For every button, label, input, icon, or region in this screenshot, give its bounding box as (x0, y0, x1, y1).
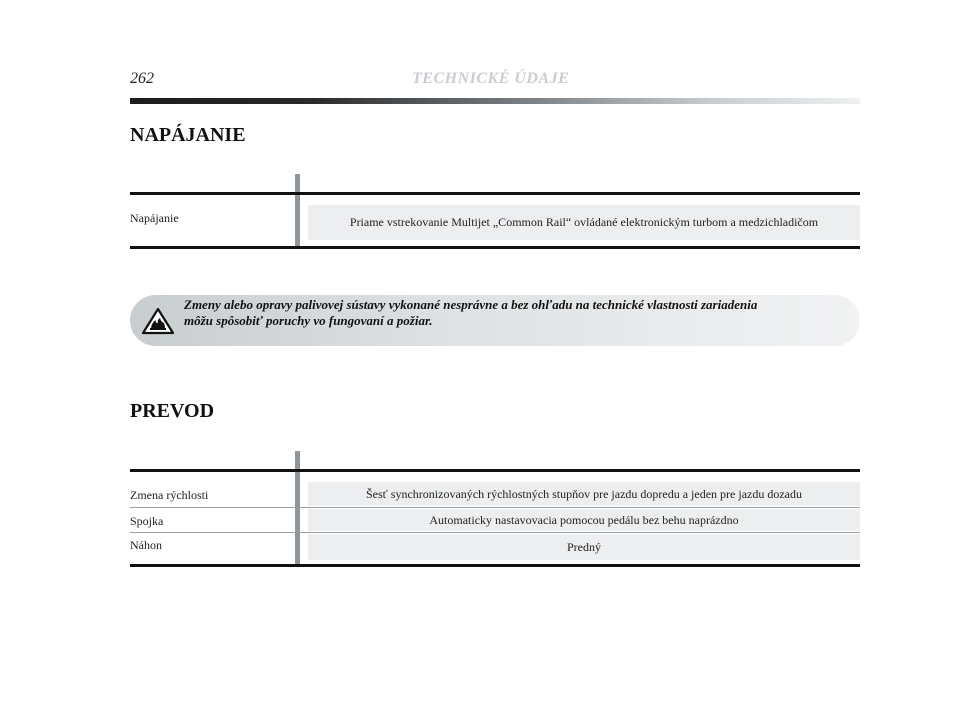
warning-line-2: môžu spôsobiť poruchy vo fungovaní a požiar. (184, 313, 433, 328)
fire-warning-icon (142, 307, 174, 335)
row-value-clutch: Automaticky nastavovacia pomocou pedálu bez behu naprázdno (308, 509, 860, 531)
header-gradient-bar (130, 98, 860, 104)
row-value-drive: Predný (308, 534, 860, 560)
row-label-clutch: Spojka (130, 514, 164, 528)
warning-text (184, 297, 842, 329)
row-value-gearbox: Šesť synchronizovaných rýchlostných stupňov pre jazdu dopredu a jeden pre jazdu dozadu (308, 482, 860, 506)
table-divider (295, 174, 300, 248)
table-top-rule (130, 192, 860, 195)
row-label-gearbox: Zmena rýchlosti (130, 488, 209, 502)
row-value-fuel: Priame vstrekovanie Multijet „Common Rail“ ovládané elektronickým turbom a medzichladičom (308, 205, 860, 240)
table-bottom-rule (130, 564, 860, 567)
row-separator (130, 507, 860, 508)
page-number: 262 (130, 70, 154, 87)
row-label-drive: Náhon (130, 538, 162, 552)
warning-box (130, 295, 860, 346)
chapter-title: TECHNICKÉ ÚDAJE (412, 70, 570, 87)
warning-line-1: Zmeny alebo opravy palivovej sústavy vykonané nesprávne a bez ohľadu na technické vlastnosti zariadenia (184, 297, 758, 312)
section-heading-fuel: NAPÁJANIE (130, 124, 246, 146)
section-heading-transmission: PREVOD (130, 400, 215, 422)
table-top-rule (130, 469, 860, 472)
row-label-fuel: Napájanie (130, 211, 179, 225)
table-bottom-rule (130, 246, 860, 249)
row-separator (130, 532, 860, 533)
